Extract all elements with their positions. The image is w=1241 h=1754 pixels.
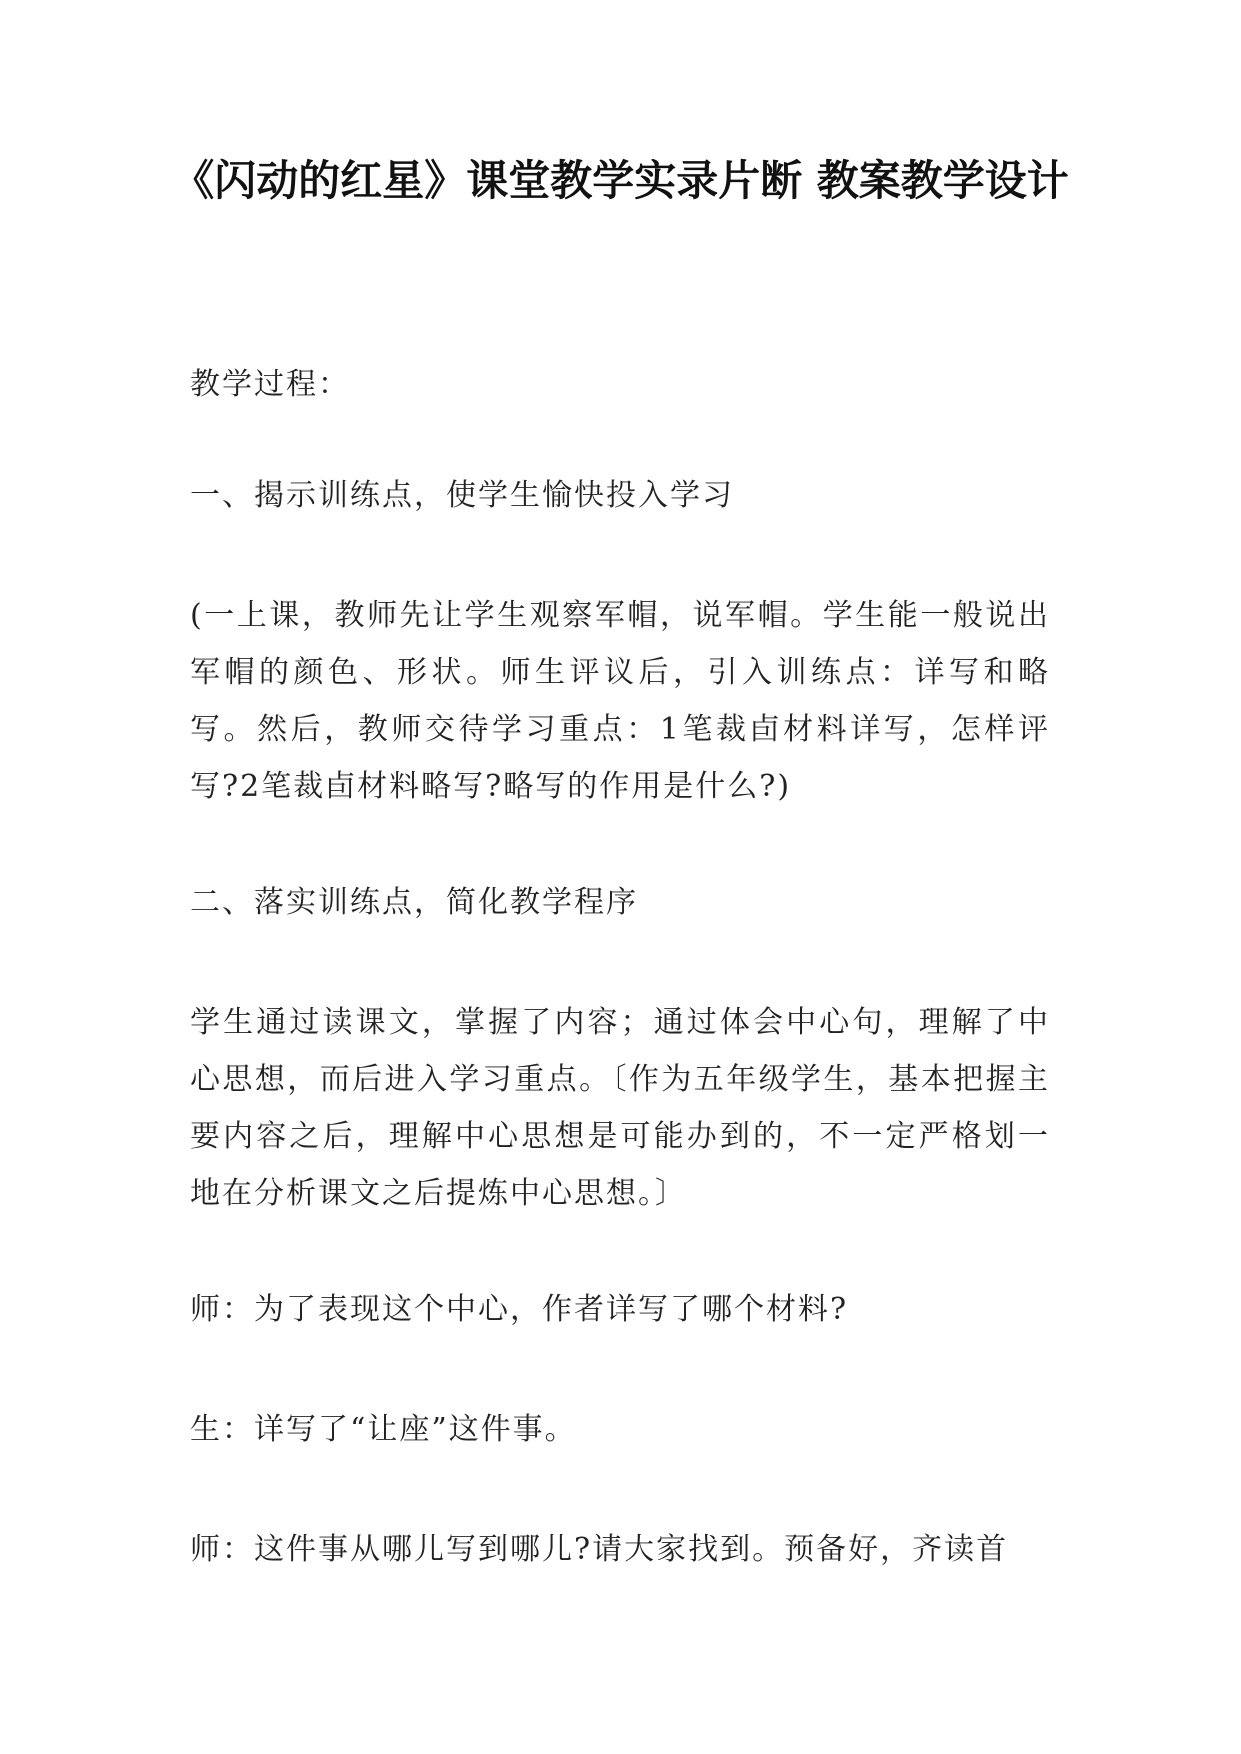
paragraph-teaching-process: 教学过程： xyxy=(190,367,350,402)
paragraph-section-two-body: 学生通过读课文，掌握了内容；通过体会中心句，理解了中心思想，而后进入学习重点。〔作为五年级学生，基本把握主要内容之后，理解中心思想是可能办到的，不一定严格划一地在分析课文之后提炼中心思想。〕 xyxy=(190,1005,1050,1211)
paragraph-section-one-heading: 一、揭示训练点，使学生愉快投入学习 xyxy=(190,478,734,513)
paragraph-section-one-body: (一上课，教师先让学生观察军帽，说军帽。学生能一般说出军帽的颜色、形状。师生评议后，引入训练点：详写和略写。然后，教师交待学习重点：1笔裁卣材料详写，怎样评写?2笔裁卣材料略写?略写的作用是什么?) xyxy=(190,598,1050,804)
paragraph-section-two-heading: 二、落实训练点，简化教学程序 xyxy=(190,885,638,920)
paragraph-student-answer: 生：详写了“让座”这件事。 xyxy=(190,1412,577,1447)
paragraph-teacher-question: 师：为了表现这个中心，作者详写了哪个材料? xyxy=(190,1292,849,1327)
document-title: 《闪动的红星》课堂教学实录片断 教案教学设计 xyxy=(172,156,1069,205)
paragraph-teacher-instruction: 师：这件事从哪儿写到哪儿?请大家找到。预备好，齐读首 xyxy=(190,1532,1009,1567)
